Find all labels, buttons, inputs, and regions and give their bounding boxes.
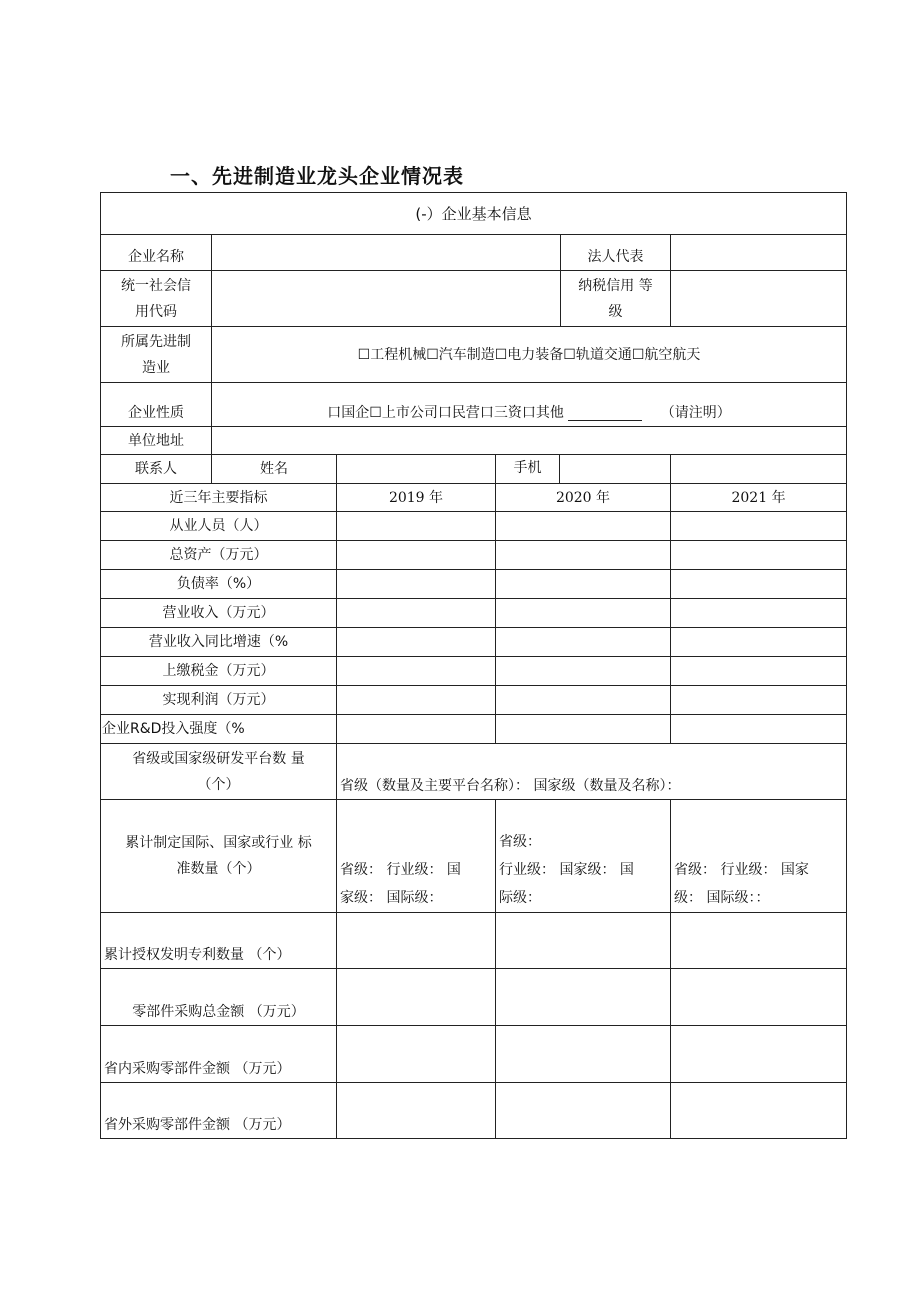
- standards-cell-2020[interactable]: 省级： 行业级： 国家级： 国 际级：: [496, 800, 671, 913]
- indicator-cell-2019[interactable]: [337, 657, 496, 686]
- indicator-label-revenue-growth: 营业收入同比增速（%: [101, 628, 337, 657]
- indicator-cell-2021[interactable]: [671, 570, 847, 599]
- patents-cell-2020[interactable]: [496, 913, 671, 969]
- parts-in-cell-2020[interactable]: [496, 1026, 671, 1083]
- contact-phone-label: 手机: [496, 455, 671, 484]
- indicator-cell-2020[interactable]: [496, 628, 671, 657]
- contact-phone-field[interactable]: [671, 455, 847, 484]
- standards-cell-2019[interactable]: 省级： 行业级： 国 家级： 国际级：: [337, 800, 496, 913]
- indicator-cell-2020[interactable]: [496, 512, 671, 541]
- indicator-label-employees: 从业人员（人）: [101, 512, 337, 541]
- indicator-label-profit: 实现利润（万元）: [101, 686, 337, 715]
- indicator-cell-2021[interactable]: [671, 715, 847, 744]
- tax-rating-label: 纳税信用 等 级: [561, 271, 671, 327]
- parts-out-cell-2019[interactable]: [337, 1083, 496, 1139]
- address-label: 单位地址: [101, 427, 212, 455]
- parts-total-cell-2021[interactable]: [671, 969, 847, 1026]
- page-title: 一、先进制造业龙头企业情况表: [170, 164, 464, 188]
- company-name-field[interactable]: [212, 235, 561, 271]
- contact-label: 联系人: [101, 455, 212, 484]
- indicator-cell-2021[interactable]: [671, 599, 847, 628]
- indicator-label-total-assets: 总资产（万元）: [101, 541, 337, 570]
- nature-options[interactable]: 口国企☐上市公司口民营口三资口其他 （请注明）: [212, 383, 847, 427]
- indicator-cell-2019[interactable]: [337, 599, 496, 628]
- parts-total-cell-2019[interactable]: [337, 969, 496, 1026]
- indicator-cell-2019[interactable]: [337, 512, 496, 541]
- indicator-cell-2020[interactable]: [496, 570, 671, 599]
- indicator-cell-2020[interactable]: [496, 541, 671, 570]
- legal-rep-field[interactable]: [671, 235, 847, 271]
- parts-in-cell-2019[interactable]: [337, 1026, 496, 1083]
- nature-other-blank[interactable]: [568, 406, 642, 421]
- indicator-cell-2020[interactable]: [496, 599, 671, 628]
- address-field[interactable]: [212, 427, 847, 455]
- parts-procurement-total-label: 零部件采购总金额 （万元）: [101, 969, 337, 1026]
- contact-name-field[interactable]: [337, 455, 496, 484]
- standards-cell-2021[interactable]: 省级： 行业级： 国家 级： 国际级：：: [671, 800, 847, 913]
- credit-code-label: 统一社会信 用代码: [101, 271, 212, 327]
- indicator-cell-2020[interactable]: [496, 715, 671, 744]
- industry-label: 所属先进制 造业: [101, 327, 212, 383]
- parts-out-cell-2020[interactable]: [496, 1083, 671, 1139]
- indicator-cell-2021[interactable]: [671, 628, 847, 657]
- indicator-cell-2020[interactable]: [496, 657, 671, 686]
- parts-total-cell-2020[interactable]: [496, 969, 671, 1026]
- tax-rating-field[interactable]: [671, 271, 847, 327]
- indicator-label-taxes: 上缴税金（万元）: [101, 657, 337, 686]
- year-2020-header: 2020 年: [496, 484, 671, 512]
- indicator-cell-2021[interactable]: [671, 541, 847, 570]
- contact-name-label: 姓名: [212, 455, 337, 484]
- patents-label: 累计授权发明专利数量 （个）: [101, 913, 337, 969]
- parts-in-cell-2021[interactable]: [671, 1026, 847, 1083]
- standards-label: 累计制定国际、国家或行业 标 准数量（个）: [101, 800, 337, 913]
- year-2021-header: 2021 年: [671, 484, 847, 512]
- legal-rep-label: 法人代表: [561, 235, 671, 271]
- indicator-cell-2019[interactable]: [337, 686, 496, 715]
- indicator-label-debt-ratio: 负债率（%）: [101, 570, 337, 599]
- indicator-label-rd-intensity: 企业R&D投入强度（%: [101, 715, 337, 744]
- indicator-cell-2019[interactable]: [337, 570, 496, 599]
- indicator-cell-2019[interactable]: [337, 541, 496, 570]
- indicator-cell-2021[interactable]: [671, 686, 847, 715]
- patents-cell-2021[interactable]: [671, 913, 847, 969]
- year-2019-header: 2019 年: [337, 484, 496, 512]
- platforms-field[interactable]: 省级（数量及主要平台名称）： 国家级（数量及名称）：: [337, 744, 847, 800]
- parts-out-cell-2021[interactable]: [671, 1083, 847, 1139]
- platforms-label: 省级或国家级研发平台数 量 （个）: [101, 744, 337, 800]
- company-name-label: 企业名称: [101, 235, 212, 271]
- section-header: (-）企业基本信息: [101, 193, 847, 235]
- patents-cell-2019[interactable]: [337, 913, 496, 969]
- industry-options[interactable]: ☐工程机械☐汽车制造☐电力装备☐轨道交通☐航空航天: [212, 327, 847, 383]
- indicator-cell-2019[interactable]: [337, 628, 496, 657]
- parts-in-province-label: 省内采购零部件金额 （万元）: [101, 1026, 337, 1083]
- nature-label: 企业性质: [101, 383, 212, 427]
- indicator-label-revenue: 营业收入（万元）: [101, 599, 337, 628]
- indicator-cell-2021[interactable]: [671, 512, 847, 541]
- enterprise-info-table: [100, 192, 847, 1139]
- indicator-cell-2021[interactable]: [671, 657, 847, 686]
- credit-code-field[interactable]: [212, 271, 561, 327]
- indicators-header: 近三年主要指标: [101, 484, 337, 512]
- indicator-cell-2020[interactable]: [496, 686, 671, 715]
- parts-out-province-label: 省外采购零部件金额 （万元）: [101, 1083, 337, 1139]
- indicator-cell-2019[interactable]: [337, 715, 496, 744]
